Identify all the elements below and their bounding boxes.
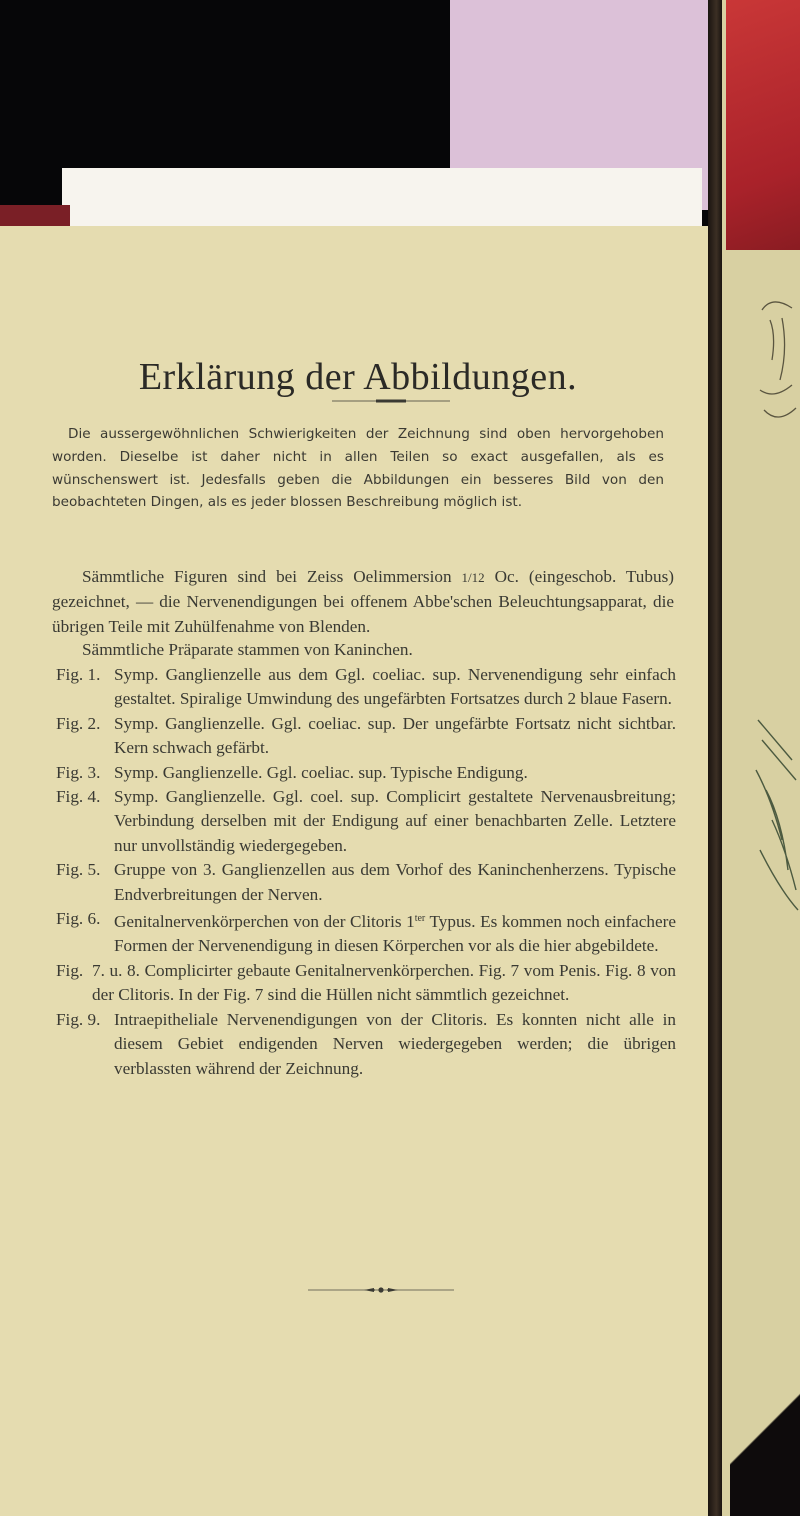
figure-entry (56, 761, 676, 785)
figure-entry (56, 712, 676, 761)
ordinal-superscript: ter (414, 913, 426, 925)
figure-list (56, 663, 676, 1081)
figure-description: Gruppe von 3. Ganglienzellen aus dem Vorhof des Kaninchenherzens. Typische Endverbreitungen der Nerven. (114, 860, 676, 904)
dark-corner-bottom (730, 1340, 800, 1516)
red-cover-right (726, 0, 800, 250)
page-gutter (708, 0, 722, 1516)
intro-paragraph: Die aussergewöhnlichen Schwierigkeiten der Zeichnung sind oben hervorgehoben worden. Dieselbe ist daher nicht in allen Teilen so exact ausgefallen, als es wünschenswert ist. Jedesfalls geben die Abbildungen ein besseres Bild von den beobachteten Dingen, als es jeder blossen Beschreibung möglich ist. (52, 426, 664, 511)
figure-description: Intraepitheliale Nervenendigungen von der Clitoris. Es konnten nicht alle in diesem Gebiet endigenden Nerven wiedergegeben werden; die übrigen verblassten während der Zeichnung. (114, 1009, 676, 1078)
figure-description-part: Genitalnervenkörperchen von der Clitoris 1 (114, 912, 415, 932)
figure-description: Symp. Ganglienzelle. Ggl. coeliac. sup. Typische Endigung. (114, 762, 528, 782)
figure-entry (56, 858, 676, 907)
figure-label: Fig. 3. (56, 762, 101, 782)
figure-description: 7. u. 8. Complicirter gebaute Genitalnervenkörperchen. Fig. 7 vom Penis. Fig. 8 von der Clitoris. In der Fig. 7 sind die Hüllen nicht sämmtlich gezeichnet. (92, 960, 676, 1005)
figure-label: Fig. 2. (56, 713, 101, 733)
page-title: Erklärung der Abbildungen. (138, 356, 578, 398)
ornament-icon (308, 1285, 454, 1295)
figure-description: Symp. Ganglienzelle aus dem Ggl. coeliac. sup. Nervenendigung sehr einfach gestaltet. Spiralige Umwindung des ungefärbten Fortsatzes durch 2 blaue Fasern. (114, 665, 676, 709)
figure-entry (56, 959, 676, 1008)
figure-label: Fig. 4. (56, 787, 101, 807)
source-paragraph: Sämmtliche Präparate stammen von Kaninchen. (82, 640, 413, 659)
method-paragraph: Sämmtliche Figuren sind bei Zeiss Oelimmersion 1/12 Oc. (eingeschob. Tubus) gezeichnet, — die Nervenendigungen bei offenem Abbe'schen Beleuchtungsapparat, die übrigen Teile mit Zuhülfenahme von Blenden. (52, 567, 674, 636)
adjacent-sketch-bottom (752, 700, 800, 950)
figure-label: Fig. 5. (56, 860, 101, 880)
title-rule-icon (332, 398, 450, 404)
figure-label: Fig. 9. (56, 1009, 101, 1029)
figure-description-part: Typus. Es kommen noch einfachere Formen der Nervenendigung in diesen Körperchen vor als die hier abgebildete. (114, 912, 676, 956)
figure-entry (56, 663, 676, 712)
adjacent-sketch-top (752, 290, 800, 440)
figure-entry (56, 785, 676, 858)
figure-description: Symp. Ganglienzelle. Ggl. coeliac. sup. Der ungefärbte Fortsatz nicht sichtbar. Kern schwach gefärbt. (114, 713, 676, 758)
figure-description: Symp. Ganglienzelle. Ggl. coel. sup. Complicirt gestaltete Nervenausbreitung; Verbindung derselben mit der Endigung auf einer benachbarten Zelle. Letztere nur unvollständig wiedergegeben. (114, 787, 676, 855)
figure-description (114, 907, 676, 959)
figure-label: Fig. 6. (56, 909, 101, 929)
figure-label: Fig. 1. (56, 665, 101, 684)
figure-entry (56, 1008, 676, 1081)
white-paper-strip (62, 168, 702, 234)
figure-label: Fig. (56, 960, 84, 980)
figure-entry (56, 907, 676, 959)
